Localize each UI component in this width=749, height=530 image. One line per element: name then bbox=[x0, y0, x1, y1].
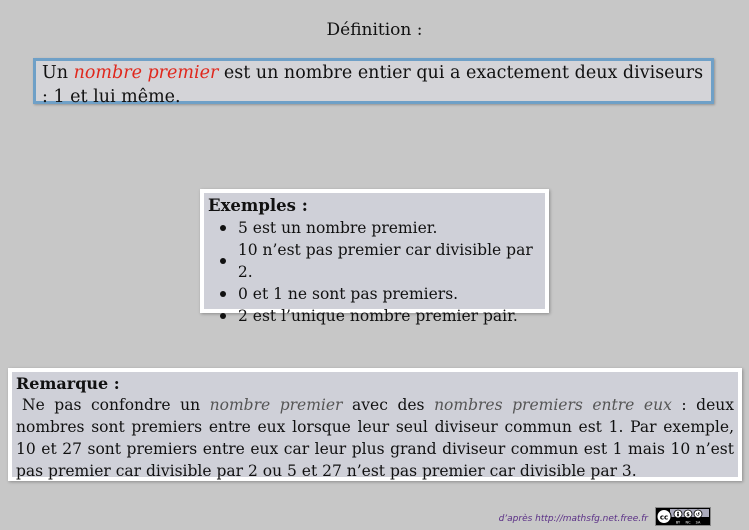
svg-text:cc: cc bbox=[659, 513, 669, 522]
definition-term: nombre premier bbox=[73, 63, 219, 83]
example-text: 2 est l’unique nombre premier pair. bbox=[238, 307, 518, 325]
remark-text-part: : deux nombres sont premiers entre eux lorsque leur seul diviseur commun est 1. Par exemple, 10 et 27 sont premiers entre eux car leur plus grand diviseur commun est 1 mais 10 n’est pas premier car divisible par 2 ou 5 et 27 n’est pas premier car divisible par 3. bbox=[16, 396, 734, 480]
remark-text-part: avec des bbox=[342, 396, 435, 414]
svg-text:SA: SA bbox=[695, 520, 701, 525]
example-text: 5 est un nombre premier. bbox=[238, 219, 438, 237]
examples-heading: Exemples : bbox=[208, 196, 308, 215]
svg-text:↺: ↺ bbox=[695, 512, 701, 518]
footer-credit: d’après http://mathsfg.net.free.fr bbox=[498, 514, 648, 524]
definition-text-start: Un bbox=[42, 63, 74, 83]
remark-term-prime: nombre premier bbox=[209, 396, 343, 414]
example-text: 10 n’est pas premier car divisible par 2. bbox=[237, 241, 533, 281]
remark-heading: Remarque : bbox=[16, 374, 120, 393]
slide-title: Définition : bbox=[326, 20, 423, 40]
bullet-icon bbox=[220, 225, 226, 231]
svg-text:BY: BY bbox=[675, 520, 681, 525]
bullet-icon bbox=[220, 291, 226, 297]
definition-text-end: est un nombre entier qui a exactement deux diviseurs : 1 et lui même. bbox=[42, 63, 704, 107]
list-item bbox=[220, 305, 545, 327]
examples-list bbox=[208, 217, 545, 327]
remark-text bbox=[16, 394, 734, 482]
cc-license-icon bbox=[655, 507, 711, 526]
bullet-icon bbox=[220, 313, 226, 319]
definition-box bbox=[33, 58, 714, 107]
bullet-icon bbox=[220, 258, 226, 264]
list-item bbox=[220, 239, 545, 283]
svg-text:NC: NC bbox=[685, 520, 691, 525]
svg-text:$: $ bbox=[686, 512, 690, 518]
remark-text-part: Ne pas confondre un bbox=[22, 396, 210, 414]
example-text: 0 et 1 ne sont pas premiers. bbox=[238, 285, 459, 303]
list-item bbox=[220, 283, 545, 305]
remark-term-coprime: nombres premiers entre eux bbox=[434, 396, 672, 414]
examples-box bbox=[200, 189, 549, 325]
list-item bbox=[220, 217, 545, 239]
remark-box bbox=[8, 368, 742, 481]
